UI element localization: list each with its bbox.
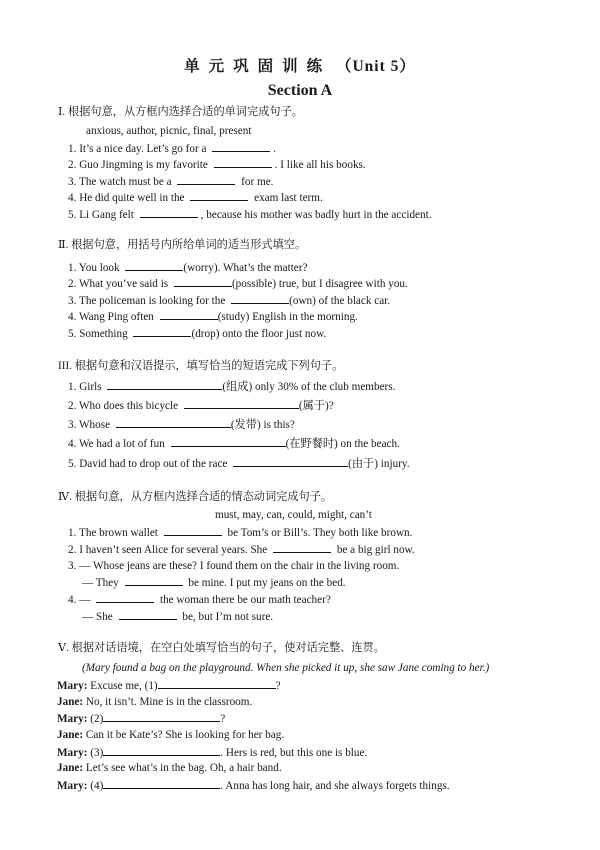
dialogue-text: ? — [220, 713, 226, 725]
question-text: 2. What you’ve said is — [68, 278, 169, 290]
question-3-2 — [68, 398, 334, 413]
question-text: , because his mother was badly hurt in the accident. — [200, 209, 432, 221]
question-2-5 — [68, 326, 326, 341]
answer-blank[interactable] — [212, 141, 270, 152]
question-text: (发带) is this? — [230, 419, 295, 431]
section-4-header: Ⅳ. 根据句意，从方框内选择合适的情态动词完成句子。 — [58, 491, 333, 503]
answer-blank[interactable] — [190, 190, 248, 201]
answer-blank[interactable] — [116, 417, 231, 428]
dialogue-context: (Mary found a bag on the playground. When she picked it up, she saw Jane coming to her.) — [82, 662, 490, 674]
question-4-2 — [68, 542, 415, 557]
answer-blank[interactable] — [160, 309, 218, 320]
question-text: 4. — — [68, 594, 91, 606]
speaker: Mary: — [57, 713, 88, 725]
answer-blank[interactable] — [158, 678, 276, 689]
question-text: . I like all his books. — [274, 159, 366, 171]
question-3-1 — [68, 379, 395, 394]
answer-blank[interactable] — [119, 609, 177, 620]
question-text: (属于)? — [298, 400, 334, 412]
dialogue-text: No, it isn’t. Mine is in the classroom. — [85, 696, 253, 708]
section-2-header: Ⅱ. 根据句意，用括号内所给单词的适当形式填空。 — [58, 239, 307, 251]
question-1-4 — [68, 190, 323, 205]
answer-blank[interactable] — [96, 592, 154, 603]
question-text: (由于) injury. — [348, 458, 410, 470]
question-4-4-reply — [82, 609, 273, 624]
answer-blank[interactable] — [103, 711, 220, 722]
answer-blank[interactable] — [233, 456, 348, 467]
question-text: be a big girl now. — [336, 544, 415, 556]
answer-blank[interactable] — [273, 542, 331, 553]
dialogue-text: Let’s see what’s in the bag. Oh, a hair band. — [85, 762, 282, 774]
question-text: 3. The policeman is looking for the — [68, 295, 226, 307]
question-text: (study) English in the morning. — [217, 311, 358, 323]
question-text: (possible) true, but I disagree with you. — [231, 278, 408, 290]
question-1-2 — [68, 157, 366, 172]
answer-blank[interactable] — [103, 778, 220, 789]
question-text: — They — [82, 577, 119, 589]
answer-blank[interactable] — [125, 260, 183, 271]
section-title: Section A — [267, 82, 333, 99]
answer-blank[interactable] — [177, 174, 235, 185]
dialogue-line — [57, 745, 367, 760]
question-text: 2. I haven’t seen Alice for several years. She — [68, 544, 268, 556]
question-3-5 — [68, 456, 410, 471]
question-1-5 — [68, 207, 432, 222]
answer-blank[interactable] — [107, 379, 222, 390]
dialogue-text: (3) — [90, 747, 104, 759]
question-2-4 — [68, 309, 358, 324]
question-text: exam last term. — [254, 192, 323, 204]
question-text: 4. He did quite well in the — [68, 192, 185, 204]
answer-blank[interactable] — [140, 207, 198, 218]
dialogue-text: (4) — [90, 780, 104, 792]
title-unit: （Unit 5） — [335, 58, 416, 75]
dialogue-line — [57, 695, 252, 709]
question-2-3 — [68, 293, 390, 308]
answer-blank[interactable] — [174, 276, 232, 287]
question-2-2 — [68, 276, 408, 291]
dialogue-line — [57, 761, 282, 775]
section-1-header: Ⅰ. 根据句意，从方框内选择合适的单词完成句子。 — [58, 106, 303, 118]
question-text: 5. Something — [68, 328, 128, 340]
speaker: Jane: — [57, 696, 84, 708]
question-text: be, but I’m not sure. — [182, 611, 274, 623]
question-text: 5. David had to drop out of the race — [68, 458, 228, 470]
dialogue-line — [57, 778, 450, 793]
dialogue-text: Excuse me, (1) — [90, 680, 158, 692]
word-box: must, may, can, could, might, can’t — [215, 509, 372, 521]
answer-blank[interactable] — [214, 157, 272, 168]
dialogue-text: (2) — [90, 713, 104, 725]
dialogue-text: Can it be Kate’s? She is looking for her bag. — [85, 729, 285, 741]
question-text: 5. Li Gang felt — [68, 209, 134, 221]
question-text: 2. Guo Jingming is my favorite — [68, 159, 208, 171]
answer-blank[interactable] — [231, 293, 289, 304]
question-text: — She — [82, 611, 113, 623]
question-1-1 — [68, 141, 276, 156]
question-text: 3. Whose — [68, 419, 111, 431]
page-title — [0, 60, 600, 74]
question-text: . — [273, 143, 277, 155]
question-text: 2. Who does this bicycle — [68, 400, 179, 412]
dialogue-line — [57, 728, 284, 742]
speaker: Mary: — [57, 747, 88, 759]
question-3-3 — [68, 417, 295, 432]
question-text: (组成) only 30% of the club members. — [222, 381, 396, 393]
question-text: (drop) onto the floor just now. — [191, 328, 327, 340]
question-4-3 — [68, 559, 399, 573]
section-3-header: III. 根据句意和汉语提示，填写恰当的短语完成下列句子。 — [58, 360, 344, 372]
answer-blank[interactable] — [133, 326, 191, 337]
question-text: 1. You look — [68, 262, 120, 274]
question-4-1 — [68, 525, 412, 540]
question-text: for me. — [241, 176, 274, 188]
answer-blank[interactable] — [103, 745, 220, 756]
speaker: Jane: — [57, 729, 84, 741]
answer-blank[interactable] — [125, 575, 183, 586]
answer-blank[interactable] — [171, 436, 286, 447]
question-text: (在野餐时) on the beach. — [285, 438, 400, 450]
question-text: 1. The brown wallet — [68, 527, 158, 539]
answer-blank[interactable] — [164, 525, 222, 536]
question-3-4 — [68, 436, 400, 451]
question-4-4 — [68, 592, 331, 607]
speaker: Mary: — [57, 680, 88, 692]
speaker: Jane: — [57, 762, 84, 774]
question-text: 3. The watch must be a — [68, 176, 172, 188]
dialogue-text: . Hers is red, but this one is blue. — [220, 747, 368, 759]
question-text: 1. It’s a nice day. Let’s go for a — [68, 143, 207, 155]
question-text: 4. Wang Ping often — [68, 311, 154, 323]
question-text: be Tom’s or Bill’s. They both like brown. — [227, 527, 413, 539]
dialogue-text: ? — [275, 680, 281, 692]
question-text: be mine. I put my jeans on the bed. — [188, 577, 346, 589]
dialogue-line — [57, 678, 281, 693]
section-5-header: Ⅴ. 根据对话语境，在空白处填写恰当的句子，使对话完整、连贯。 — [58, 642, 385, 654]
question-2-1 — [68, 260, 307, 275]
question-text: the woman there be our math teacher? — [159, 594, 331, 606]
question-4-3-reply — [82, 575, 346, 590]
dialogue-line — [57, 711, 225, 726]
question-text: (worry). What’s the matter? — [183, 262, 308, 274]
title-chinese: 单元巩固训练 — [184, 58, 332, 75]
question-1-3 — [68, 174, 273, 189]
answer-blank[interactable] — [184, 398, 299, 409]
question-text: 4. We had a lot of fun — [68, 438, 165, 450]
dialogue-text: . Anna has long hair, and she always forgets things. — [220, 780, 450, 792]
question-text: 1. Girls — [68, 381, 102, 393]
question-text: 3. — Whose jeans are these? I found them on the chair in the living room. — [68, 560, 400, 572]
word-box: anxious, author, picnic, final, present — [86, 125, 252, 137]
speaker: Mary: — [57, 780, 88, 792]
question-text: (own) of the black car. — [289, 295, 391, 307]
